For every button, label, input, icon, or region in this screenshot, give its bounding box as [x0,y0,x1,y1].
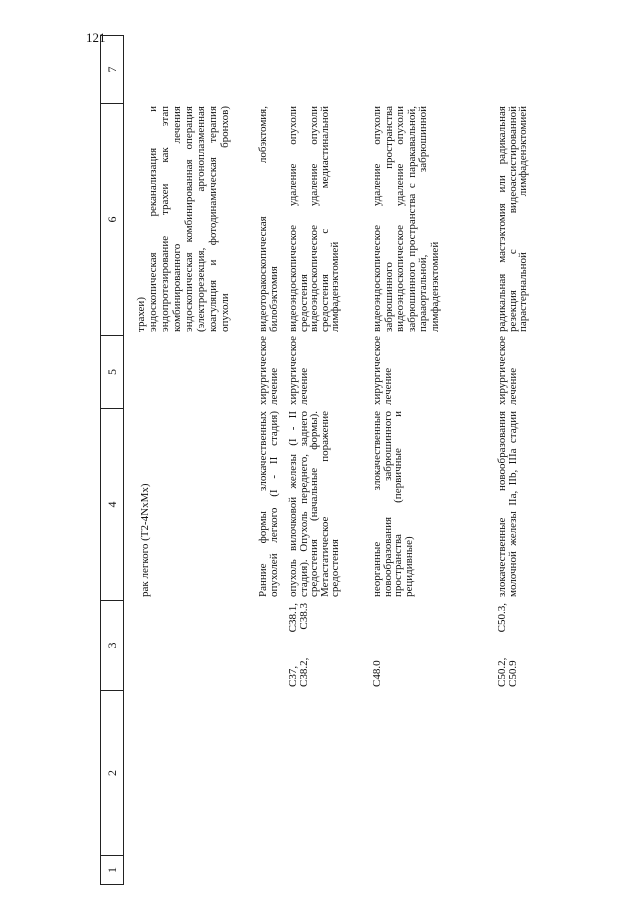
diagnosis-cell: Ранние формы злокачественных опухолей легкого (I - II стадия) [257,411,280,597]
methods-cell [497,103,529,335]
method-item: видеоторакоскопическая лобэктомия, билобэктомия [257,106,280,332]
diagnosis-cell: рак легкого (T2-4NxMx) [139,483,151,597]
treatment-cell: хирургическое лечение [371,335,394,405]
column-header-3: 3 [100,600,124,690]
diagnosis-cell: опухоль вилочковой железы (I - II стадия). Опухоль переднего, заднего средостения (начальные формы). Метастатическое поражение средостения [287,411,342,597]
method-item: видеоэндоскопическое удаление опухоли средостения [287,106,310,332]
methods-cell [258,103,279,335]
method-item: эндоскопическая реканализация и эндопротезирование трахеи как этап комбинированного лечения [147,106,183,332]
treatment-cell: хирургическое лечение [257,335,280,405]
codes-cell: C37, C38.1, C38.2, C38.3 [287,603,310,687]
codes-cell: C50.2, C50.3, C50.9 [496,603,519,687]
method-item: видеоэндоскопическое удаление опухоли забрюшинного пространства [371,106,395,332]
column-header-6: 6 [100,103,124,335]
column-header-5: 5 [100,335,124,408]
method-item: видеоэндоскопическое удаление опухоли средостения с медиастинальной лимфаденэктомией [308,106,342,332]
codes-cell: C48.0 [371,660,383,687]
diagnosis-cell: злокачественные новообразования молочной железы IIa, IIb, IIIa стадии [496,411,519,597]
method-item: эндоскопическая комбинированная операция (электрорезекция, аргоноплазменная коагуляция и фотодинамическая терапия опухоли бронхов) [183,106,231,332]
methods-cell [135,103,231,335]
column-header-4: 4 [100,408,124,600]
column-header-7: 7 [100,35,124,103]
treatment-cell: хирургическое лечение [287,335,310,405]
methods-cell [372,103,442,335]
page-number: 121 [86,30,106,45]
column-header-1: 1 [100,855,124,885]
method-item: трахеи) [135,297,147,332]
diagnosis-cell: неорганные злокачественные новообразования забрюшинного пространства (первичные и рецидивные) [371,411,415,597]
treatment-cell: хирургическое лечение [496,335,519,405]
methods-cell [288,103,341,335]
column-header-2: 2 [100,690,124,855]
method-item: радикальная мастэктомия или радикальная резекция с видеоассистированной парастернальной лимфаденэктомией [496,106,530,332]
method-item: видеоэндоскопическое удаление опухоли забрюшинного пространства с паракавальной, парааортальной, забрюшинной лимфаденэктомией [394,106,441,332]
